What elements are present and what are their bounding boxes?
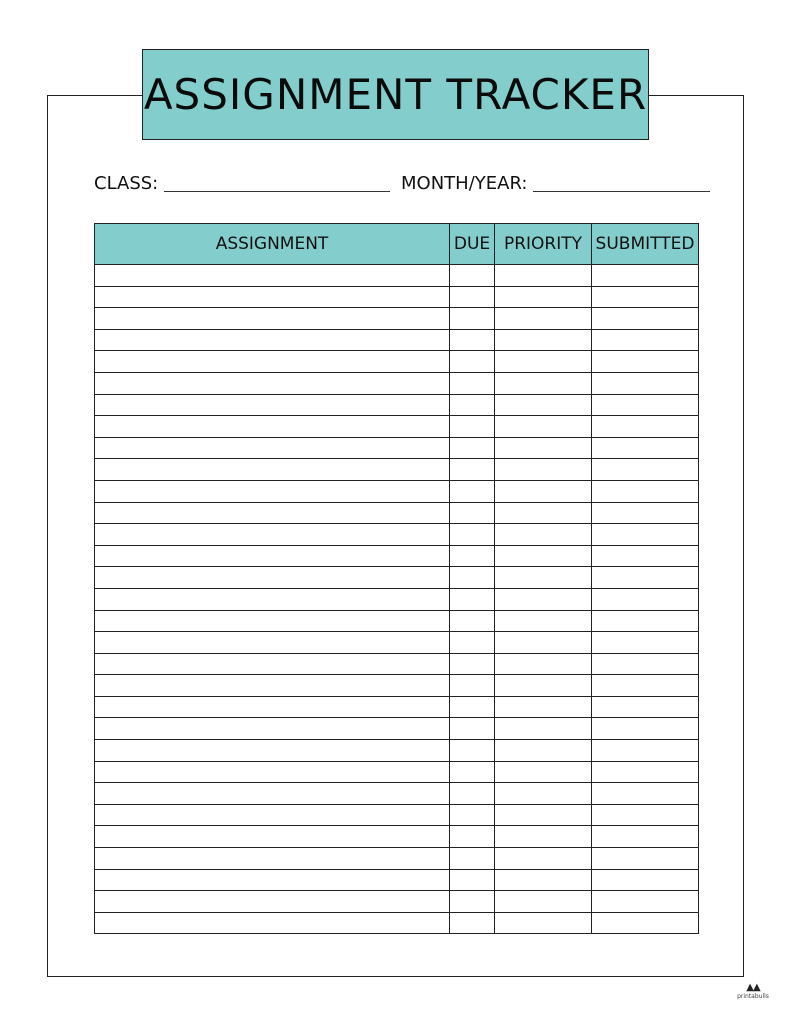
table-row	[95, 480, 699, 502]
priority-cell[interactable]	[495, 329, 592, 351]
assignment-cell[interactable]	[95, 783, 450, 805]
assignment-cell[interactable]	[95, 329, 450, 351]
submitted-cell[interactable]	[592, 459, 699, 481]
submitted-cell[interactable]	[592, 394, 699, 416]
priority-cell[interactable]	[495, 804, 592, 826]
due-cell[interactable]	[450, 329, 495, 351]
table-row	[95, 696, 699, 718]
table-header-row	[95, 224, 699, 265]
header-assignment: ASSIGNMENT	[95, 224, 450, 265]
priority-cell[interactable]	[495, 502, 592, 524]
priority-cell[interactable]	[495, 696, 592, 718]
assignment-cell[interactable]	[95, 567, 450, 589]
submitted-cell[interactable]	[592, 437, 699, 459]
month-year-field	[401, 172, 710, 194]
priority-cell[interactable]	[495, 265, 592, 287]
table-row	[95, 524, 699, 546]
table-row	[95, 351, 699, 373]
submitted-cell[interactable]	[592, 848, 699, 870]
submitted-cell[interactable]	[592, 826, 699, 848]
table-row	[95, 761, 699, 783]
assignment-cell[interactable]	[95, 265, 450, 287]
due-cell[interactable]	[450, 308, 495, 330]
submitted-cell[interactable]	[592, 567, 699, 589]
priority-cell[interactable]	[495, 653, 592, 675]
priority-cell[interactable]	[495, 286, 592, 308]
due-cell[interactable]	[450, 653, 495, 675]
due-cell[interactable]	[450, 718, 495, 740]
priority-cell[interactable]	[495, 761, 592, 783]
table-row	[95, 416, 699, 438]
due-cell[interactable]	[450, 740, 495, 762]
table-row	[95, 869, 699, 891]
assignment-cell[interactable]	[95, 308, 450, 330]
due-cell[interactable]	[450, 891, 495, 913]
table-row	[95, 459, 699, 481]
submitted-cell[interactable]	[592, 696, 699, 718]
due-cell[interactable]	[450, 394, 495, 416]
due-cell[interactable]	[450, 459, 495, 481]
submitted-cell[interactable]	[592, 372, 699, 394]
priority-cell[interactable]	[495, 524, 592, 546]
month-year-label: MONTH/YEAR:	[401, 173, 528, 194]
table-row	[95, 329, 699, 351]
class-input-line[interactable]	[164, 191, 390, 192]
priority-cell[interactable]	[495, 459, 592, 481]
table-body	[95, 265, 699, 934]
assignment-cell[interactable]	[95, 588, 450, 610]
due-cell[interactable]	[450, 696, 495, 718]
table-row	[95, 675, 699, 697]
priority-cell[interactable]	[495, 416, 592, 438]
submitted-cell[interactable]	[592, 265, 699, 287]
title-banner	[142, 49, 649, 140]
assignment-cell[interactable]	[95, 480, 450, 502]
table-row	[95, 437, 699, 459]
header-submitted: SUBMITTED	[592, 224, 699, 265]
table-row	[95, 286, 699, 308]
submitted-cell[interactable]	[592, 783, 699, 805]
priority-cell[interactable]	[495, 740, 592, 762]
due-cell[interactable]	[450, 588, 495, 610]
submitted-cell[interactable]	[592, 740, 699, 762]
submitted-cell[interactable]	[592, 718, 699, 740]
due-cell[interactable]	[450, 351, 495, 373]
due-cell[interactable]	[450, 783, 495, 805]
priority-cell[interactable]	[495, 891, 592, 913]
assignment-cell[interactable]	[95, 912, 450, 934]
priority-cell[interactable]	[495, 826, 592, 848]
logo-text: printabulls	[737, 993, 769, 1000]
priority-cell[interactable]	[495, 567, 592, 589]
priority-cell[interactable]	[495, 869, 592, 891]
brand-logo	[736, 982, 770, 1004]
priority-cell[interactable]	[495, 588, 592, 610]
priority-cell[interactable]	[495, 718, 592, 740]
table-row	[95, 804, 699, 826]
table-row	[95, 912, 699, 934]
due-cell[interactable]	[450, 524, 495, 546]
due-cell[interactable]	[450, 502, 495, 524]
due-cell[interactable]	[450, 480, 495, 502]
table-row	[95, 545, 699, 567]
assignment-cell[interactable]	[95, 869, 450, 891]
month-year-input-line[interactable]	[533, 191, 710, 192]
due-cell[interactable]	[450, 416, 495, 438]
submitted-cell[interactable]	[592, 351, 699, 373]
submitted-cell[interactable]	[592, 588, 699, 610]
priority-cell[interactable]	[495, 394, 592, 416]
due-cell[interactable]	[450, 761, 495, 783]
submitted-cell[interactable]	[592, 653, 699, 675]
due-cell[interactable]	[450, 632, 495, 654]
submitted-cell[interactable]	[592, 480, 699, 502]
assignment-cell[interactable]	[95, 502, 450, 524]
assignment-cell[interactable]	[95, 804, 450, 826]
submitted-cell[interactable]	[592, 524, 699, 546]
submitted-cell[interactable]	[592, 912, 699, 934]
submitted-cell[interactable]	[592, 804, 699, 826]
priority-cell[interactable]	[495, 912, 592, 934]
due-cell[interactable]	[450, 826, 495, 848]
due-cell[interactable]	[450, 869, 495, 891]
class-label: CLASS:	[94, 173, 159, 194]
header-priority: PRIORITY	[495, 224, 592, 265]
submitted-cell[interactable]	[592, 675, 699, 697]
assignment-cell[interactable]	[95, 696, 450, 718]
assignment-cell[interactable]	[95, 545, 450, 567]
submitted-cell[interactable]	[592, 632, 699, 654]
due-cell[interactable]	[450, 372, 495, 394]
assignment-cell[interactable]	[95, 718, 450, 740]
table-row	[95, 372, 699, 394]
table-row	[95, 394, 699, 416]
assignment-cell[interactable]	[95, 610, 450, 632]
table-row	[95, 848, 699, 870]
priority-cell[interactable]	[495, 632, 592, 654]
table-row	[95, 826, 699, 848]
table-row	[95, 632, 699, 654]
assignment-cell[interactable]	[95, 351, 450, 373]
assignment-cell[interactable]	[95, 740, 450, 762]
table-row	[95, 718, 699, 740]
table-row	[95, 265, 699, 287]
table-row	[95, 783, 699, 805]
table-row	[95, 653, 699, 675]
due-cell[interactable]	[450, 804, 495, 826]
submitted-cell[interactable]	[592, 610, 699, 632]
assignment-cell[interactable]	[95, 416, 450, 438]
assignment-cell[interactable]	[95, 848, 450, 870]
assignment-cell[interactable]	[95, 394, 450, 416]
due-cell[interactable]	[450, 265, 495, 287]
due-cell[interactable]	[450, 848, 495, 870]
due-cell[interactable]	[450, 286, 495, 308]
assignment-cell[interactable]	[95, 286, 450, 308]
header-due: DUE	[450, 224, 495, 265]
priority-cell[interactable]	[495, 783, 592, 805]
priority-cell[interactable]	[495, 480, 592, 502]
bull-figures-icon: ▲▲	[746, 982, 760, 993]
assignment-cell[interactable]	[95, 372, 450, 394]
due-cell[interactable]	[450, 610, 495, 632]
page-title: ASSIGNMENT TRACKER	[143, 70, 648, 119]
due-cell[interactable]	[450, 437, 495, 459]
priority-cell[interactable]	[495, 308, 592, 330]
priority-cell[interactable]	[495, 372, 592, 394]
class-field	[94, 172, 390, 194]
table-row	[95, 308, 699, 330]
assignment-cell[interactable]	[95, 437, 450, 459]
priority-cell[interactable]	[495, 437, 592, 459]
priority-cell[interactable]	[495, 675, 592, 697]
priority-cell[interactable]	[495, 351, 592, 373]
due-cell[interactable]	[450, 912, 495, 934]
assignment-cell[interactable]	[95, 675, 450, 697]
due-cell[interactable]	[450, 545, 495, 567]
assignment-cell[interactable]	[95, 524, 450, 546]
submitted-cell[interactable]	[592, 502, 699, 524]
submitted-cell[interactable]	[592, 416, 699, 438]
table-row	[95, 588, 699, 610]
priority-cell[interactable]	[495, 545, 592, 567]
submitted-cell[interactable]	[592, 761, 699, 783]
assignment-cell[interactable]	[95, 632, 450, 654]
table-row	[95, 567, 699, 589]
assignment-cell[interactable]	[95, 653, 450, 675]
submitted-cell[interactable]	[592, 891, 699, 913]
submitted-cell[interactable]	[592, 329, 699, 351]
priority-cell[interactable]	[495, 610, 592, 632]
assignment-cell[interactable]	[95, 826, 450, 848]
assignment-cell[interactable]	[95, 459, 450, 481]
submitted-cell[interactable]	[592, 286, 699, 308]
table-row	[95, 891, 699, 913]
assignment-cell[interactable]	[95, 891, 450, 913]
table-row	[95, 610, 699, 632]
due-cell[interactable]	[450, 675, 495, 697]
assignment-table	[94, 223, 699, 934]
table-row	[95, 502, 699, 524]
submitted-cell[interactable]	[592, 308, 699, 330]
submitted-cell[interactable]	[592, 869, 699, 891]
submitted-cell[interactable]	[592, 545, 699, 567]
due-cell[interactable]	[450, 567, 495, 589]
table-row	[95, 740, 699, 762]
assignment-cell[interactable]	[95, 761, 450, 783]
priority-cell[interactable]	[495, 848, 592, 870]
